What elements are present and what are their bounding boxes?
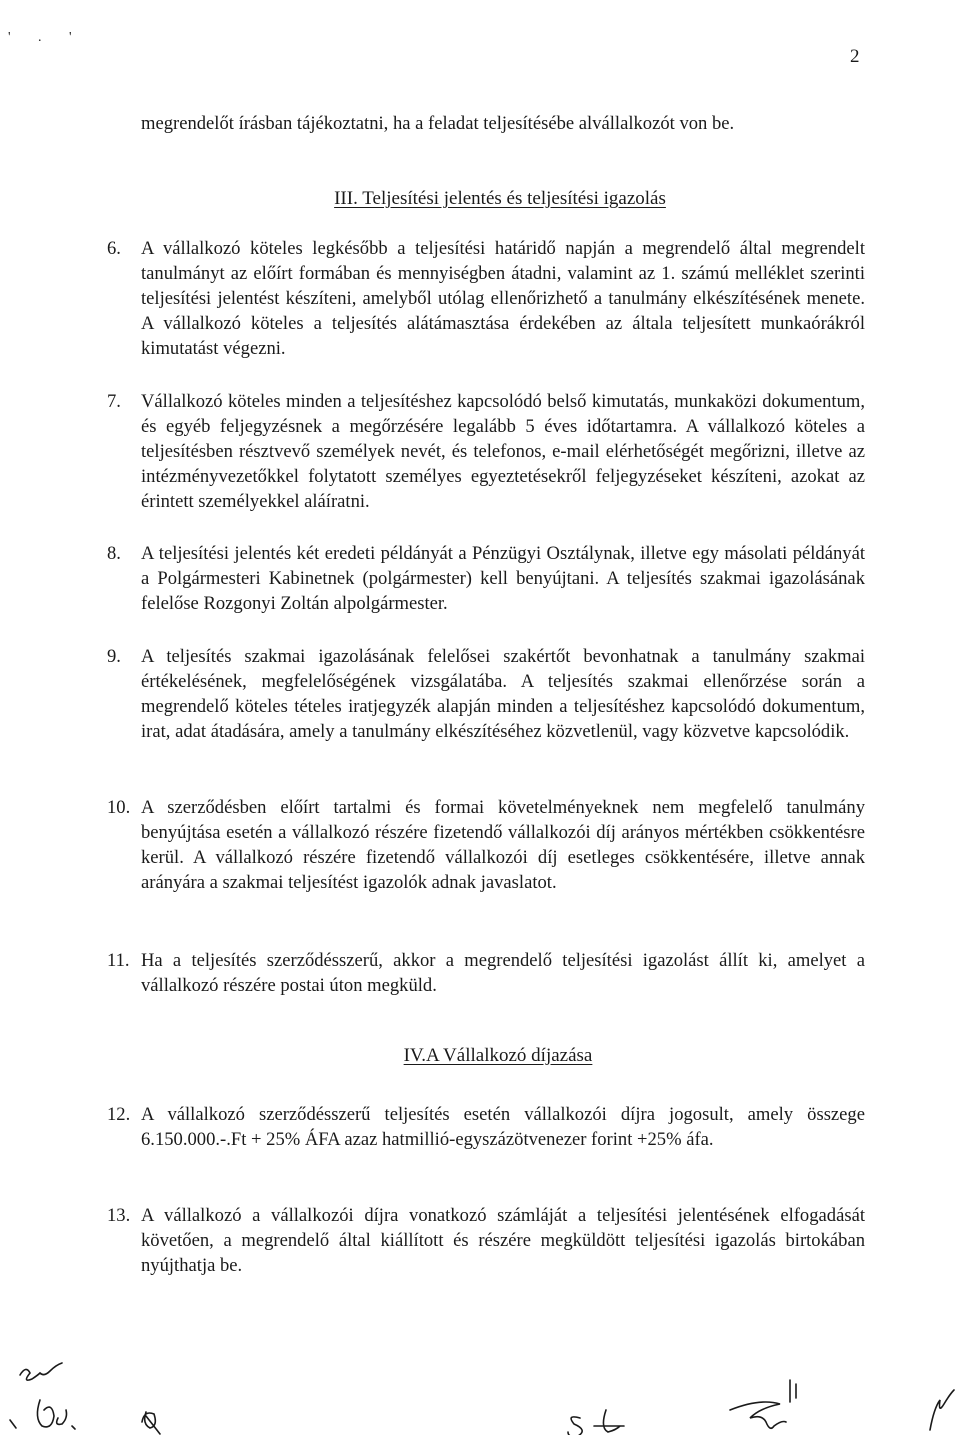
item-number: 13. <box>107 1205 131 1226</box>
item-text: A teljesítési jelentés két eredeti példányát a Pénzügyi Osztálynak, illetve egy másolati példányát a Polgármesteri Kabinetnek (polgármester) kell benyújtani. A teljesítés szakmai igazolásának felelőse Rozgonyi Zoltán alpolgármester. <box>141 543 865 614</box>
handwritten-initials <box>0 1340 960 1435</box>
section-iii-heading: III. Teljesítési jelentés és teljesítési igazolás <box>334 188 666 209</box>
item-text: A vállalkozó a vállalkozói díjra vonatkozó számláját a teljesítési jelentésének elfogadását követően, a megrendelő által kiállított és részére megküldött teljesítési igazolás birtokában nyújthatja be. <box>141 1205 865 1276</box>
page-number: 2 <box>850 46 860 67</box>
section-iv-heading: IV.A Vállalkozó díjazása <box>403 1045 593 1066</box>
item-number: 7. <box>107 391 121 412</box>
item-text: A szerződésben előírt tartalmi és formai követelményeknek nem megfelelő tanulmány benyújtása esetén a vállalkozó részére fizetendő vállalkozói díj arányos mértékben csökkentésre kerül. A vállalkozó részére fizetendő vállalkozói díj esetleges csökkentésére, illetve annak arányára a szakmai teljesítést igazolók adnak javaslatot. <box>141 797 865 893</box>
list-item <box>107 644 865 744</box>
item-number: 11. <box>107 950 130 971</box>
list-item <box>107 236 865 361</box>
item-text: A vállalkozó köteles legkésőbb a teljesítési határidő napján a megrendelő által megrendelt tanulmányt az előírt formában és mennyiségben átadni, valamint az 1. számú melléklet szerinti teljesítési jelentést készíteni, amelyből utólag ellenőrizhető a tanulmány elkészítésének menete. A vállalkozó köteles a teljesítés alátámasztása érdekében az általa teljesített munkaórákról kimutatást végezni. <box>141 238 865 359</box>
list-item <box>107 795 865 895</box>
intro-paragraph: megrendelőt írásban tájékoztatni, ha a feladat teljesítésébe alvállalkozót von be. <box>141 113 735 134</box>
list-item <box>107 541 865 616</box>
list-item <box>107 389 865 514</box>
item-text: Ha a teljesítés szerződésszerű, akkor a megrendelő teljesítési igazolást állít ki, amelyet a vállalkozó részére postai úton megküld. <box>141 950 865 996</box>
item-number: 6. <box>107 238 121 259</box>
list-item <box>107 1203 865 1278</box>
list-item <box>107 948 865 998</box>
item-number: 12. <box>107 1104 131 1125</box>
item-text: A vállalkozó szerződésszerű teljesítés esetén vállalkozói díjra jogosult, amely összege 6.150.000.-.Ft + 25% ÁFA azaz hatmillió-egyszázötvenezer forint +25% áfa. <box>141 1104 865 1150</box>
item-number: 9. <box>107 646 121 667</box>
item-text: A teljesítés szakmai igazolásának felelősei szakértőt bevonhatnak a tanulmány szakmai értékelésének, megfelelőségének vizsgálatába. A teljesítés szakmai ellenőrzése során a megrendelő köteles tételes iratjegyzék alapján minden a teljesítéshez kapcsolódó dokumentum, irat, adat átadására, amely a tanulmány elkészítéséhez közvetlenül, vagy közvetve kapcsolódik. <box>141 646 865 742</box>
item-number: 8. <box>107 543 121 564</box>
item-number: 10. <box>107 797 131 818</box>
item-text: Vállalkozó köteles minden a teljesítéshez kapcsolódó belső kimutatás, munkaközi dokumentum, és egyéb feljegyzésnek a megőrzésére legalább 5 éves időtartamra. A vállalkozó köteles a teljesítésben résztvevő személyek nevét, és telefonos, e-mail elérhetőségét megőrizni, illetve az intézményvezetőkkel folytatott személyes egyeztetésekről feljegyzéseket készíteni, azokat az érintett személyekkel aláíratni. <box>141 391 865 512</box>
list-item <box>107 1102 865 1152</box>
corner-marks: ' . ' <box>8 30 84 45</box>
